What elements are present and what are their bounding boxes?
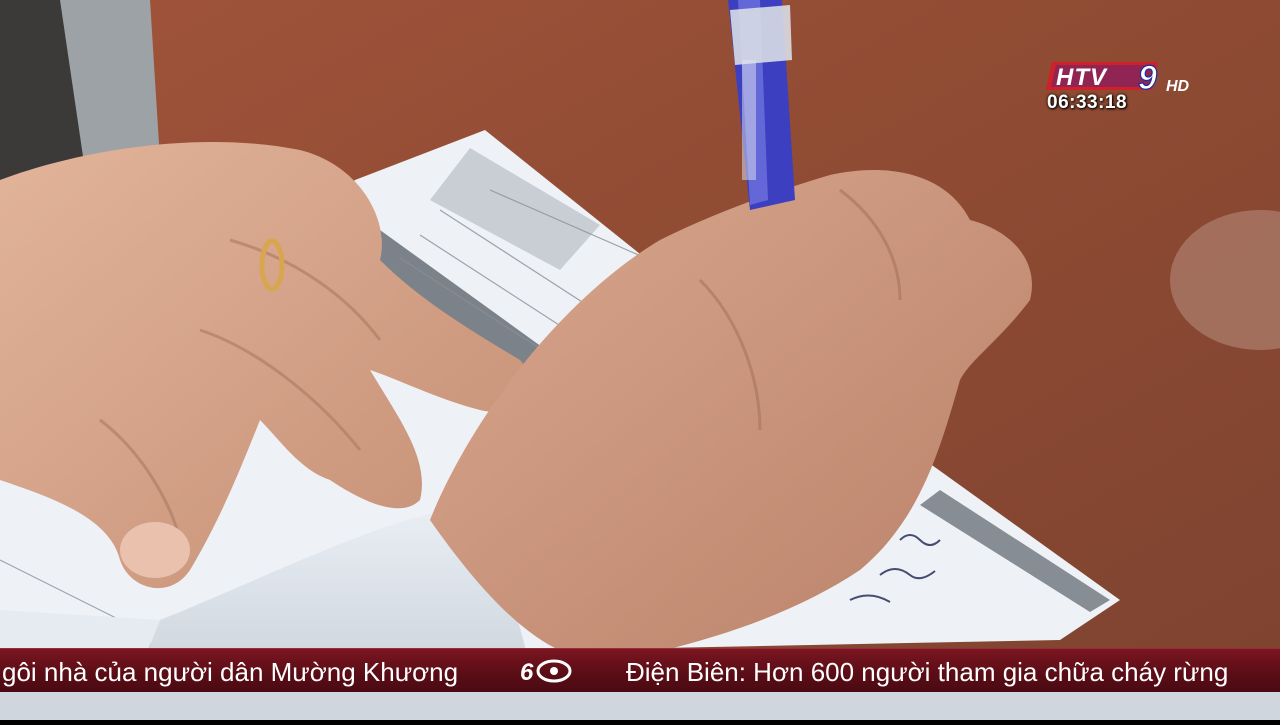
svg-text:6: 6: [520, 659, 534, 686]
broadcast-clock: 06:33:18: [1047, 92, 1128, 113]
svg-text:9: 9: [1138, 60, 1157, 94]
sleeve-strip: [0, 692, 1280, 720]
ticker-headline-right: Điện Biên: Hơn 600 người tham gia chữa cháy rừng: [626, 657, 1229, 687]
svg-text:HTV: HTV: [1056, 64, 1107, 91]
ticker-headline-left: gôi nhà của người dân Mường Khương: [2, 657, 459, 687]
60-anniversary-icon: [518, 656, 578, 686]
htv9-logo-icon: [1046, 60, 1198, 94]
news-ticker: [0, 648, 1280, 693]
svg-text:HD: HD: [1166, 78, 1190, 94]
